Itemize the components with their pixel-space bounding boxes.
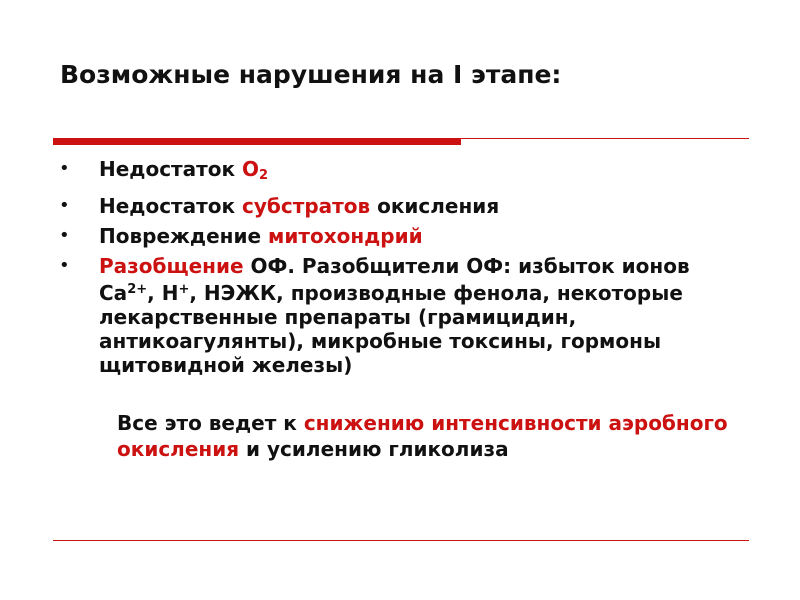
bullet-highlight: митохондрий xyxy=(268,224,423,248)
bullet-text: Недостаток xyxy=(99,157,243,181)
bullet-list xyxy=(56,157,746,383)
bullet-icon: • xyxy=(59,195,70,216)
bullet-icon: • xyxy=(59,225,70,246)
slide-title: Возможные нарушения на I этапе: xyxy=(60,60,562,89)
bullet-text-b: , H xyxy=(147,281,179,305)
footer-divider xyxy=(53,540,749,541)
bullet-subscript: 2 xyxy=(259,168,269,183)
bullet-text-c: , НЭЖК, производные фенола, некоторые лекарственные препараты (грамицидин, антикоагулянты), микробные токсины, гормоны щитовидной железы) xyxy=(99,281,683,377)
bullet-icon: • xyxy=(59,158,70,179)
summary-highlight: снижению интенсивности аэробного окисления xyxy=(117,411,728,461)
bullet-mitochondria-damage xyxy=(56,224,746,248)
summary-suffix: и усилению гликолиза xyxy=(239,437,509,461)
bullet-icon: • xyxy=(59,255,70,276)
bullet-superscript-a: 2+ xyxy=(127,282,148,297)
bullet-superscript-b: + xyxy=(178,282,190,297)
bullet-substrate-deficit xyxy=(56,194,746,218)
bullet-highlight: O xyxy=(242,157,260,181)
bullet-highlight: Разобщение xyxy=(99,254,244,278)
summary-prefix: Все это ведет к xyxy=(117,411,304,435)
bullet-text: Повреждение xyxy=(99,224,268,248)
bullet-text-a: ОФ. Разобщители ОФ: избыток ионов Ca xyxy=(99,254,690,305)
bullet-text: Недостаток xyxy=(99,194,243,218)
title-underline-thin xyxy=(461,138,749,139)
summary-paragraph xyxy=(117,410,757,462)
bullet-oxygen-deficit xyxy=(56,157,746,188)
bullet-highlight: субстратов xyxy=(242,194,371,218)
title-underline-thick xyxy=(53,138,461,145)
bullet-uncoupling xyxy=(56,254,746,377)
bullet-suffix: окисления xyxy=(370,194,500,218)
